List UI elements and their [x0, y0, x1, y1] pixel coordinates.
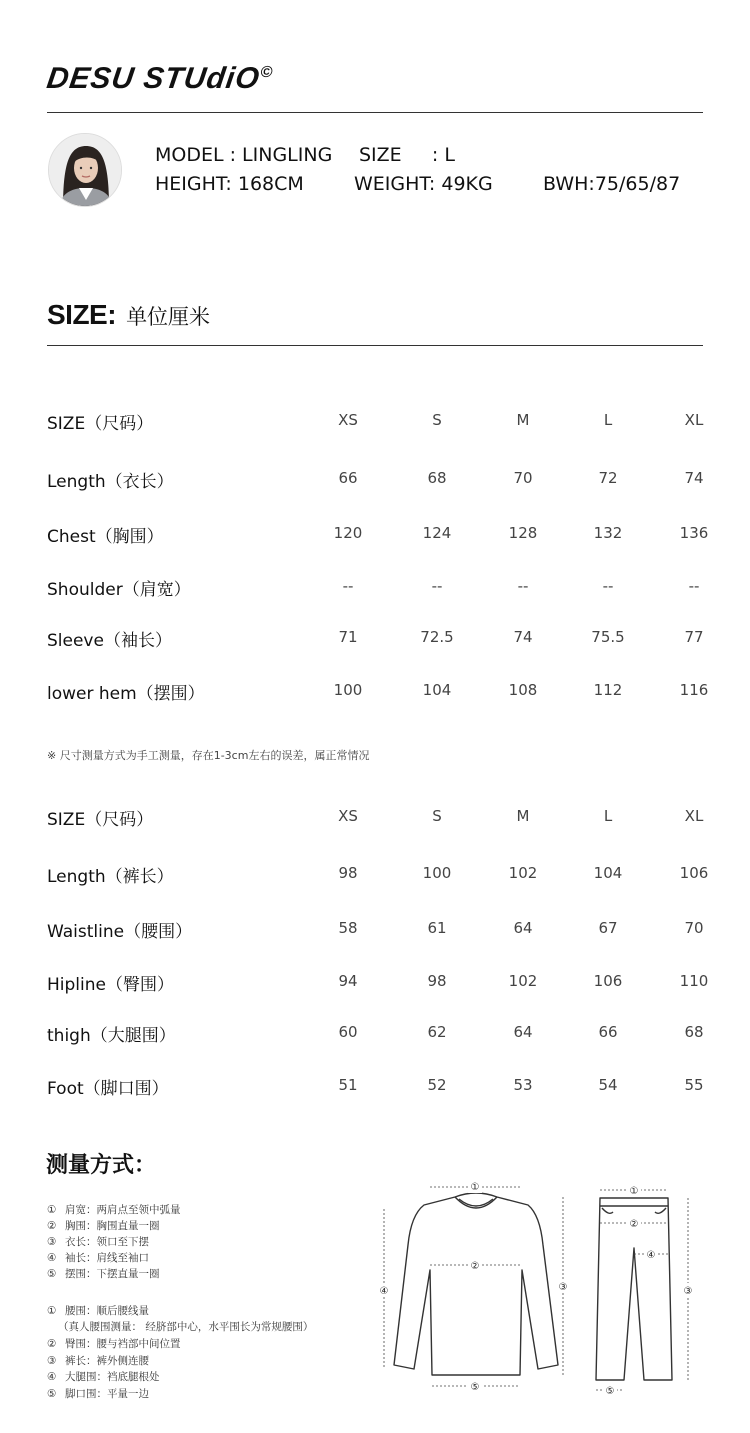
mark-4: ④	[646, 1250, 656, 1261]
size-header-cell: L	[603, 807, 613, 825]
item-number: ②	[47, 1338, 57, 1350]
item-text: 臀围：腰与裆部中间位置	[65, 1338, 181, 1350]
mark-1: ①	[470, 1182, 480, 1193]
table-cell: 66	[338, 469, 358, 487]
table-cell: 62	[427, 1023, 447, 1041]
pants-pocket-left	[602, 1208, 613, 1213]
table-cell: 75.5	[591, 628, 625, 646]
table-cell: 64	[513, 919, 533, 937]
mark-5: ⑤	[470, 1382, 480, 1393]
measurement-note: ※ 尺寸测量方式为手工测量，存在1-3cm左右的误差，属正常情况	[47, 749, 370, 762]
table-cell: 70	[513, 469, 533, 487]
mark-1: ①	[629, 1186, 639, 1197]
item-text: 肩宽：两肩点至领中弧量	[65, 1204, 181, 1216]
header-divider	[47, 112, 703, 113]
mark-3: ③	[683, 1286, 693, 1297]
table-cell: 100	[333, 681, 363, 699]
list-item	[58, 1319, 313, 1334]
table-cell: 55	[684, 1076, 704, 1094]
item-number: ④	[47, 1252, 57, 1264]
table-cell: 116	[679, 681, 709, 699]
size-header-cell: XL	[684, 411, 704, 429]
table-cell: 106	[593, 972, 623, 990]
pants-pocket-right	[655, 1208, 666, 1213]
list-item	[47, 1234, 149, 1249]
size-header-cell: L	[603, 411, 613, 429]
size-header-cell: S	[432, 807, 442, 825]
item-text: 裤长：裤外侧连腰	[65, 1355, 149, 1367]
item-number: ③	[47, 1236, 57, 1248]
item-number: ②	[47, 1220, 57, 1232]
row-label-chest: Chest（胸围）	[47, 527, 164, 547]
size-header-cell: S	[432, 411, 442, 429]
item-text: 袖长：肩线至袖口	[65, 1252, 149, 1264]
table-cell: 110	[679, 972, 709, 990]
mark-2: ②	[629, 1219, 639, 1230]
table-cell: 74	[684, 469, 704, 487]
size-header-cell: XS	[338, 411, 358, 429]
table-cell: 100	[422, 864, 452, 882]
table-cell: 51	[338, 1076, 358, 1094]
brand-logo	[45, 62, 275, 96]
mark-4: ④	[379, 1286, 389, 1297]
shirt-outline	[394, 1193, 558, 1375]
table-cell: 124	[422, 524, 452, 542]
table-cell: --	[688, 577, 700, 595]
item-text: 大腿围：裆底腿根处	[65, 1371, 160, 1383]
size-unit: 单位厘米	[126, 305, 211, 329]
list-item	[47, 1336, 181, 1351]
pants-diagram	[585, 1180, 705, 1400]
row-label-pants-length: Length（裤长）	[47, 867, 174, 887]
model-height: HEIGHT: 168CM	[155, 173, 304, 195]
table-cell: 94	[338, 972, 358, 990]
table-cell: --	[517, 577, 529, 595]
item-text: 脚口围：平量一边	[65, 1388, 149, 1400]
row-label-hipline: Hipline（臀围）	[47, 975, 174, 995]
table-cell: 58	[338, 919, 358, 937]
item-number: ①	[47, 1204, 57, 1216]
table-cell: 128	[508, 524, 538, 542]
table-cell: 120	[333, 524, 363, 542]
table-cell: 106	[679, 864, 709, 882]
table-cell: 70	[684, 919, 704, 937]
list-item	[47, 1202, 181, 1217]
table-cell: 132	[593, 524, 623, 542]
model-portrait-icon	[49, 134, 122, 207]
list-item	[47, 1353, 149, 1368]
list-item	[47, 1218, 160, 1233]
size-header-cell: M	[516, 411, 530, 429]
table-cell: 104	[593, 864, 623, 882]
table-cell: 104	[422, 681, 452, 699]
mark-5: ⑤	[605, 1386, 615, 1397]
item-text: （真人腰围测量： 经脐部中心，水平围长为常规腰围）	[58, 1321, 314, 1333]
size-header-cell: XS	[338, 807, 358, 825]
table-cell: 68	[427, 469, 447, 487]
item-number: ④	[47, 1371, 57, 1383]
table-cell: --	[342, 577, 354, 595]
row-label-waistline: Waistline（腰围）	[47, 922, 193, 942]
table-cell: 71	[338, 628, 358, 646]
table-cell: --	[431, 577, 443, 595]
item-number: ⑤	[47, 1388, 57, 1400]
row-label-thigh: thigh（大腿围）	[47, 1026, 176, 1046]
item-number: ①	[47, 1305, 57, 1317]
table-cell: 60	[338, 1023, 358, 1041]
table-cell: --	[602, 577, 614, 595]
model-avatar	[48, 133, 122, 207]
table-cell: 64	[513, 1023, 533, 1041]
size-header-cell: XL	[684, 807, 704, 825]
list-item	[47, 1266, 160, 1281]
table-cell: 112	[593, 681, 623, 699]
item-text: 腰围：顺后腰线量	[65, 1305, 149, 1317]
table-cell: 74	[513, 628, 533, 646]
size-section-title	[47, 299, 210, 331]
item-text: 摆围：下摆直量一圈	[65, 1268, 160, 1280]
table-cell: 72	[598, 469, 618, 487]
table-cell: 53	[513, 1076, 533, 1094]
mark-2: ②	[470, 1261, 480, 1272]
model-bwh: BWH:75/65/87	[543, 173, 681, 195]
model-name: MODEL : LINGLING	[155, 144, 333, 166]
table-cell: 66	[598, 1023, 618, 1041]
table-header-label: SIZE（尺码）	[47, 414, 154, 434]
row-label-shoulder: Shoulder（肩宽）	[47, 580, 191, 600]
row-label-length: Length（衣长）	[47, 472, 174, 492]
brand-name: DESU STUdiO	[44, 62, 263, 95]
table-cell: 61	[427, 919, 447, 937]
model-weight: WEIGHT: 49KG	[354, 173, 493, 195]
size-divider	[47, 345, 703, 346]
size-header-cell: M	[516, 807, 530, 825]
measurement-method-title: 测量方式：	[46, 1153, 157, 1178]
model-size: SIZE : L	[359, 144, 455, 166]
table-cell: 68	[684, 1023, 704, 1041]
table-cell: 77	[684, 628, 704, 646]
table-cell: 52	[427, 1076, 447, 1094]
table-cell: 102	[508, 864, 538, 882]
table-cell: 67	[598, 919, 618, 937]
table-cell: 136	[679, 524, 709, 542]
table-cell: 72.5	[420, 628, 454, 646]
item-text: 胸围：胸围直量一圈	[65, 1220, 160, 1232]
table-cell: 98	[338, 864, 358, 882]
list-item	[47, 1386, 149, 1401]
row-label-sleeve: Sleeve（袖长）	[47, 631, 172, 651]
copyright-mark: ©	[259, 64, 275, 81]
table-cell: 54	[598, 1076, 618, 1094]
item-number: ⑤	[47, 1268, 57, 1280]
item-number: ③	[47, 1355, 57, 1367]
table-cell: 98	[427, 972, 447, 990]
table-cell: 102	[508, 972, 538, 990]
row-label-foot: Foot（脚口围）	[47, 1079, 169, 1099]
table-cell: 108	[508, 681, 538, 699]
item-text: 衣长：领口至下摆	[65, 1236, 149, 1248]
size-heading: SIZE:	[47, 299, 117, 330]
list-item	[47, 1303, 149, 1318]
list-item	[47, 1369, 160, 1384]
shirt-diagram	[370, 1175, 580, 1400]
mark-3: ③	[558, 1282, 568, 1293]
list-item	[47, 1250, 149, 1265]
row-label-lower-hem: lower hem（摆围）	[47, 684, 205, 704]
table-header-label: SIZE（尺码）	[47, 810, 154, 830]
